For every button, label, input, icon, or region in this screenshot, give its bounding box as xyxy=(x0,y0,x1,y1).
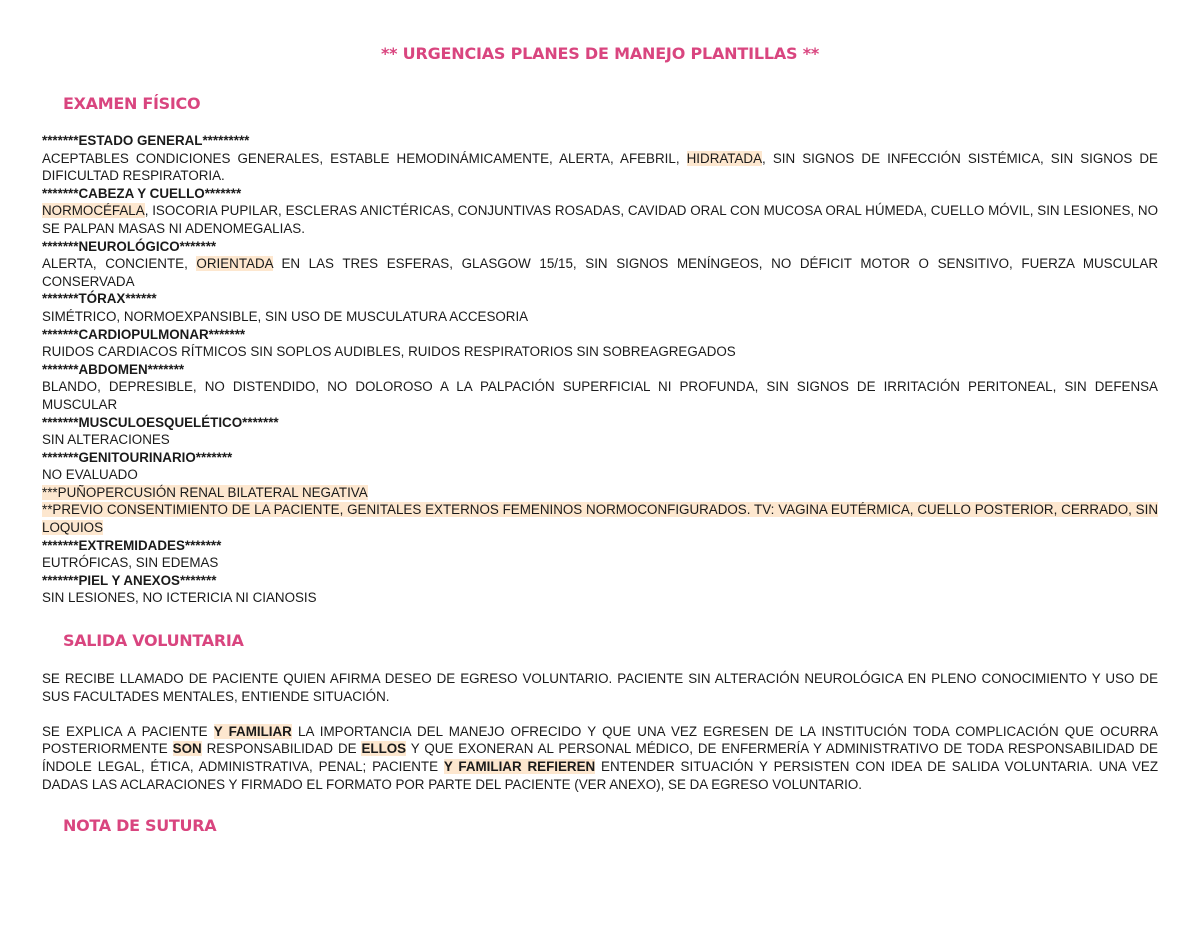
examen-fisico-body xyxy=(42,132,1158,607)
highlight-orientada: ORIENTADA xyxy=(196,256,273,272)
highlight-normocefala: NORMOCÉFALA xyxy=(42,203,145,219)
highlight-hidratada: HIDRATADA xyxy=(686,150,763,166)
text-estado-general xyxy=(42,150,1158,185)
text-cardiopulmonar: RUIDOS CARDIACOS RÍTMICOS SIN SOPLOS AUDIBLES, RUIDOS RESPIRATORIOS SIN SOBREAGREGADOS xyxy=(42,344,736,360)
label-abdomen: *******ABDOMEN******* xyxy=(42,361,185,377)
text-segment: ACEPTABLES CONDICIONES GENERALES, ESTABLE HEMODINÁMICAMENTE, ALERTA, AFEBRIL, xyxy=(42,150,687,166)
highlight-y-familiar: Y FAMILIAR xyxy=(213,723,292,739)
text-segment: LA IMPORTANCIA DEL MANEJO OFRECIDO Y QUE UNA VEZ EGRESEN DE LA INSTITUCIÓN TODA COMPLICACIÓN QUE OCURRA POSTERIORMENTE xyxy=(42,723,1158,757)
highlight-consentimiento: **PREVIO CONSENTIMIENTO DE LA PACIENTE, GENITALES EXTERNOS FEMENINOS NORMOCONFIGURADOS. TV: VAGINA EUTÉRMICA, CUELLO POSTERIOR, CERRADO, SIN LOQUIOS xyxy=(42,502,1158,536)
text-segment: EN LAS TRES ESFERAS, GLASGOW 15/15, SIN SIGNOS MENÍNGEOS, NO DÉFICIT MOTOR O SENSITIVO, FUERZA MUSCULAR CONSERVADA xyxy=(42,256,1158,289)
label-musculoesqueletico: *******MUSCULOESQUELÉTICO******* xyxy=(42,414,279,430)
highlight-son: SON xyxy=(172,741,202,757)
label-estado-general: *******ESTADO GENERAL********* xyxy=(42,133,250,148)
highlight-punopercusion: ***PUÑOPERCUSIÓN RENAL BILATERAL NEGATIVA xyxy=(42,484,368,500)
text-segment: ALERTA, CONCIENTE, xyxy=(42,256,197,272)
label-cabeza-cuello: *******CABEZA Y CUELLO******* xyxy=(42,185,242,201)
document-title: ** URGENCIAS PLANES DE MANEJO PLANTILLAS ** xyxy=(380,44,820,63)
text-musculoesqueletico: SIN ALTERACIONES xyxy=(42,432,170,448)
heading-examen-fisico: EXAMEN FÍSICO xyxy=(63,94,201,113)
text-segment: ENTENDER SITUACIÓN Y PERSISTEN CON IDEA DE SALIDA VOLUNTARIA. UNA VEZ DADAS LAS ACLARACIONES Y FIRMADO EL FORMATO POR PARTE DEL PACIENTE (VER ANEXO), SE DA EGRESO VOLUNTARIO. xyxy=(42,758,1159,792)
text-segment: Y QUE EXONERAN AL PERSONAL MÉDICO, DE ENFERMERÍA Y ADMINISTRATIVO DE TODA RESPONSABILIDAD DE ÍNDOLE LEGAL, ÉTICA, ADMINISTRATIVA, PENAL; PACIENTE xyxy=(42,741,1158,774)
text-segment: SE EXPLICA A PACIENTE xyxy=(42,723,214,739)
text-torax: SIMÉTRICO, NORMOEXPANSIBLE, SIN USO DE MUSCULATURA ACCESORIA xyxy=(42,308,529,324)
highlight-ellos: ELLOS xyxy=(361,741,407,757)
text-punopercusion xyxy=(42,484,1158,502)
text-piel-anexos: SIN LESIONES, NO ICTERICIA NI CIANOSIS xyxy=(42,590,317,606)
label-cardiopulmonar: *******CARDIOPULMONAR******* xyxy=(42,326,246,342)
label-neurologico: *******NEUROLÓGICO******* xyxy=(42,238,217,254)
label-torax: *******TÓRAX****** xyxy=(42,291,157,307)
text-extremidades: EUTRÓFICAS, SIN EDEMAS xyxy=(42,555,219,571)
text-cabeza-cuello xyxy=(42,202,1158,237)
salida-paragraph-1: SE RECIBE LLAMADO DE PACIENTE QUIEN AFIRMA DESEO DE EGRESO VOLUNTARIO. PACIENTE SIN ALTERACIÓN NEUROLÓGICA EN PLENO CONOCIMIENTO Y USO DE SUS FACULTADES MENTALES, ENTIENDE SITUACIÓN. xyxy=(42,671,1158,704)
label-extremidades: *******EXTREMIDADES******* xyxy=(42,537,222,553)
text-segment: , SIN SIGNOS DE INFECCIÓN SISTÉMICA, SIN SIGNOS DE DIFICULTAD RESPIRATORIA. xyxy=(42,150,1158,184)
salida-paragraph-2 xyxy=(42,723,1158,793)
heading-nota-sutura: NOTA DE SUTURA xyxy=(63,816,217,835)
text-consentimiento xyxy=(42,501,1158,536)
salida-voluntaria-body xyxy=(42,670,1158,793)
heading-salida-voluntaria: SALIDA VOLUNTARIA xyxy=(63,631,244,650)
label-piel-anexos: *******PIEL Y ANEXOS******* xyxy=(42,572,217,588)
highlight-y-familiar-refieren: Y FAMILIAR REFIEREN xyxy=(443,758,596,774)
text-genitourinario: NO EVALUADO xyxy=(42,467,138,483)
text-neurologico xyxy=(42,255,1158,290)
text-segment: RESPONSABILIDAD DE xyxy=(201,741,362,757)
label-genitourinario: *******GENITOURINARIO******* xyxy=(42,449,233,465)
text-segment: , ISOCORIA PUPILAR, ESCLERAS ANICTÉRICAS, CONJUNTIVAS ROSADAS, CAVIDAD ORAL CON MUCOSA ORAL HÚMEDA, CUELLO MÓVIL, SIN LESIONES, NO SE PALPAN MASAS NI ADENOMEGALIAS. xyxy=(42,203,1158,236)
paragraph-gap xyxy=(42,705,1158,723)
text-abdomen: BLANDO, DEPRESIBLE, NO DISTENDIDO, NO DOLOROSO A LA PALPACIÓN SUPERFICIAL NI PROFUNDA, SIN SIGNOS DE IRRITACIÓN PERITONEAL, SIN DEFENSA MUSCULAR xyxy=(42,379,1158,412)
